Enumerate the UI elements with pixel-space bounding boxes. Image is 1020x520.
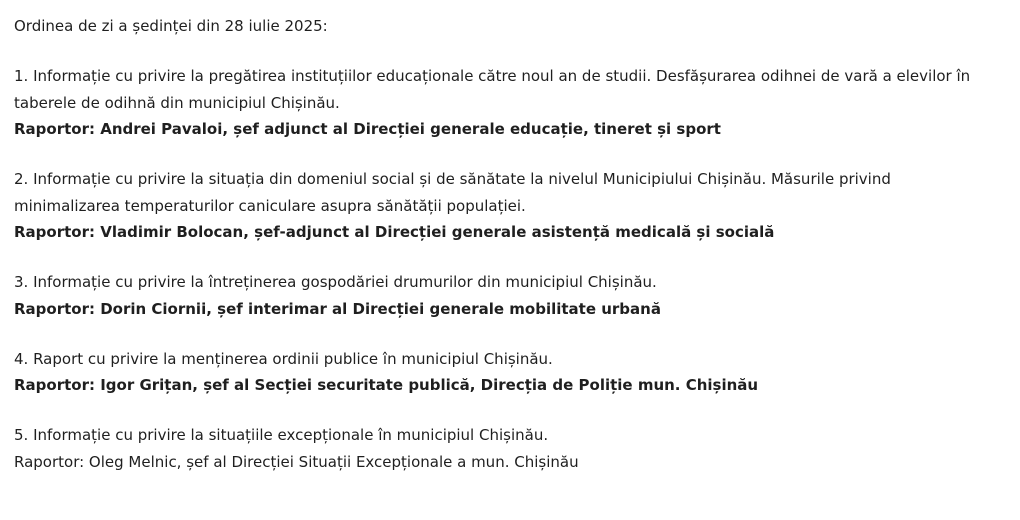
agenda-item-text: 1. Informație cu privire la pregătirea instituțiilor educaționale către noul an de studii. Desfășurarea odihnei de vară a elevilor în taberele de odihnă din municipiul Chișinău. (14, 67, 971, 112)
agenda-intro: Ordinea de zi a ședinței din 28 iulie 2025: (14, 17, 328, 35)
agenda-item-rapporteur: Raportor: Andrei Pavaloi, șef adjunct al Direcției generale educație, tineret și sport (14, 120, 721, 138)
agenda-item-2 (14, 166, 996, 245)
agenda-item-rapporteur: Raportor: Oleg Melnic, șef al Direcției Situații Excepționale a mun. Chișinău (14, 452, 579, 471)
agenda-item-text: 5. Informație cu privire la situațiile excepționale în municipiul Chișinău. (14, 426, 549, 444)
agenda-item-text: 3. Informație cu privire la întreținerea gospodăriei drumurilor din municipiul Chișinău. (14, 273, 657, 291)
agenda-item-rapporteur: Raportor: Igor Grițan, șef al Secției securitate publică, Direcția de Poliție mun. Chișinău (14, 376, 759, 394)
agenda-item-rapporteur: Raportor: Vladimir Bolocan, șef-adjunct al Direcției generale asistență medicală și socială (14, 223, 775, 241)
agenda-item-5 (14, 422, 996, 475)
agenda-item-text: 2. Informație cu privire la situația din domeniul social și de sănătate la nivelul Municipiului Chișinău. Măsurile privind minimalizarea temperaturilor caniculare asupra sănătății populației. (14, 170, 891, 215)
agenda-item-1 (14, 63, 996, 142)
agenda-item-4 (14, 346, 996, 399)
agenda-item-3 (14, 269, 996, 322)
agenda-item-text: 4. Raport cu privire la menținerea ordinii publice în municipiul Chișinău. (14, 349, 553, 368)
agenda-item-rapporteur: Raportor: Dorin Ciornii, șef interimar al Direcției generale mobilitate urbană (14, 299, 661, 318)
